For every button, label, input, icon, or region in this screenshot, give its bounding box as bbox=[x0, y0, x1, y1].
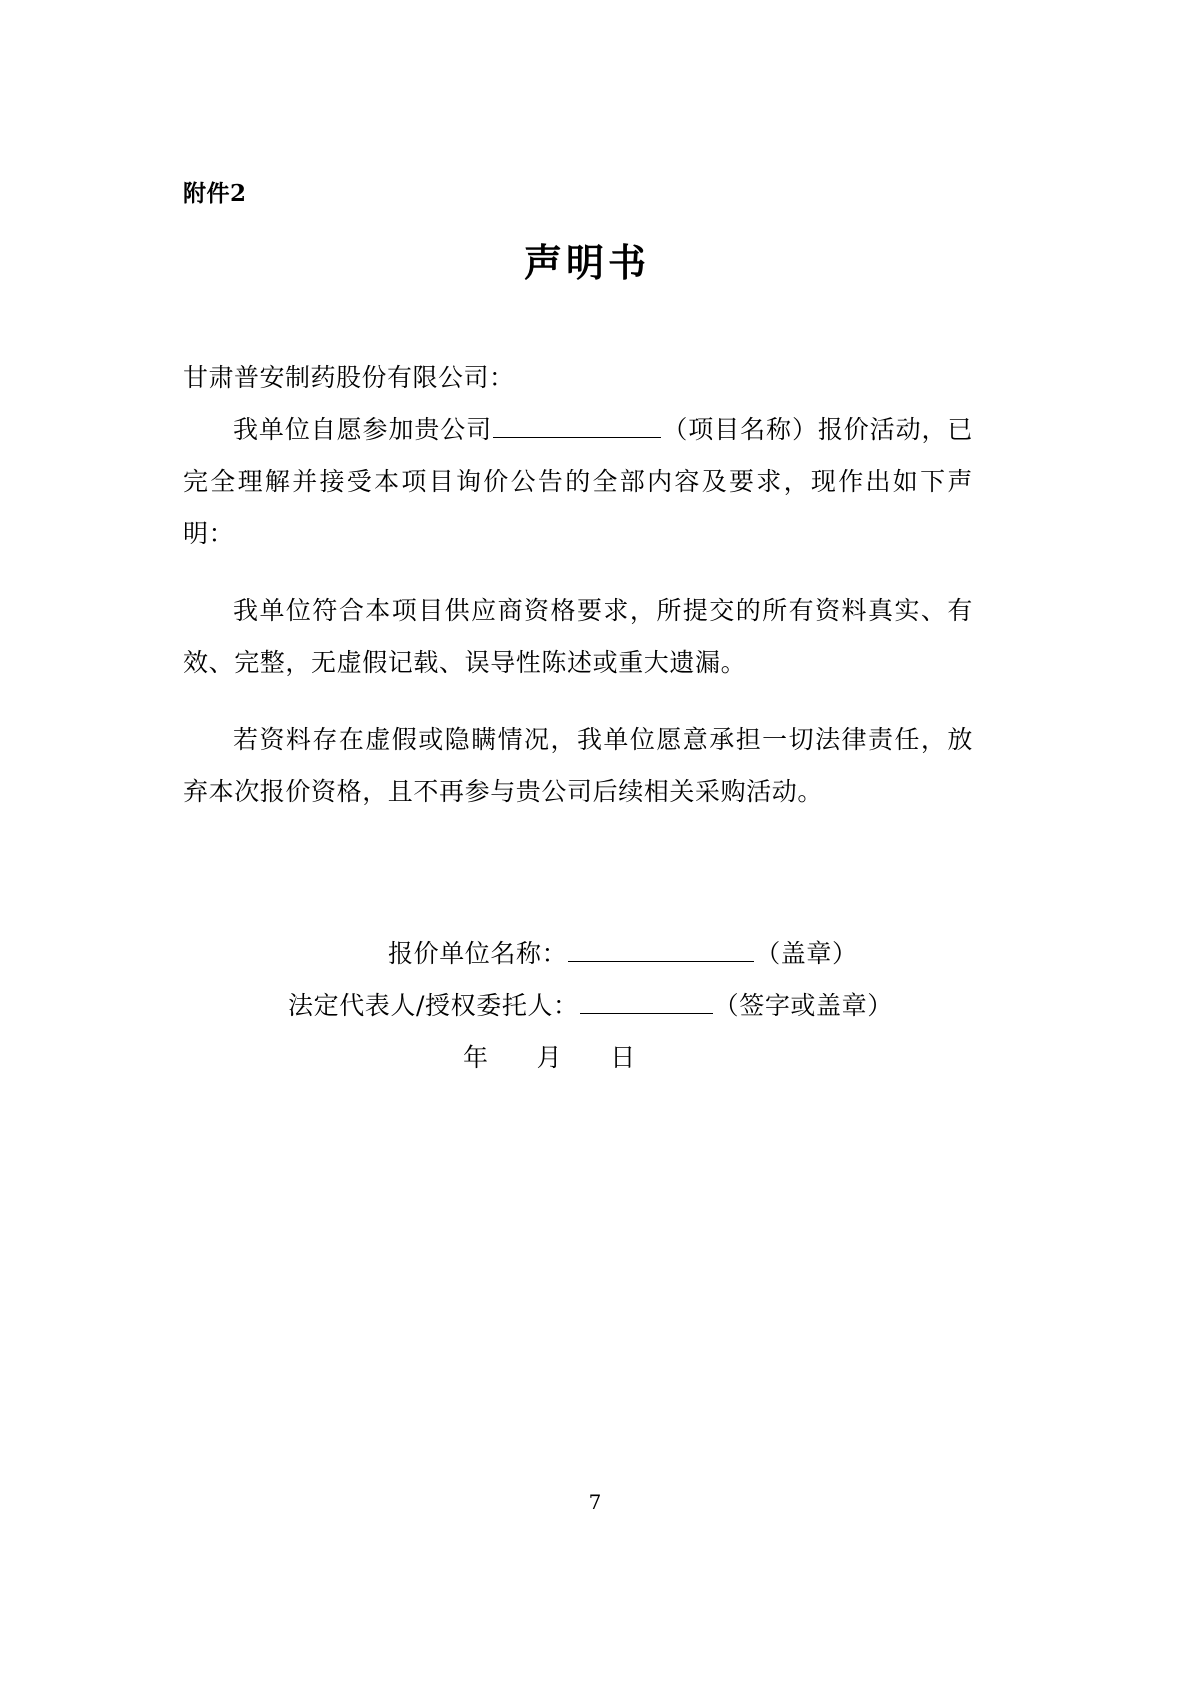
page-title: 声明书 bbox=[523, 239, 650, 285]
paragraph-qualification: 我单位符合本项目供应商资格要求，所提交的所有资料真实、有效、完整，无虚假记载、误导性陈述或重大遗漏。 bbox=[183, 595, 973, 677]
paragraph-declaration-intro bbox=[183, 404, 973, 560]
date-day-label[interactable]: 日 bbox=[610, 1042, 636, 1072]
paragraph-1-text-after-blank: （项目名称）报价活动，已完全理解并接受本项目询价公告的全部内容及要求，现作出如下声明： bbox=[183, 414, 973, 548]
signature-date-row bbox=[183, 1032, 973, 1084]
representative-blank[interactable] bbox=[580, 988, 713, 1014]
unit-name-blank[interactable] bbox=[568, 936, 754, 962]
unit-name-label: 报价单位名称： bbox=[388, 938, 568, 968]
signature-representative-row bbox=[183, 980, 973, 1032]
document-body bbox=[183, 180, 973, 1084]
paragraph-liability: 若资料存在虚假或隐瞒情况，我单位愿意承担一切法律责任，放弃本次报价资格，且不再参与贵公司后续相关采购活动。 bbox=[183, 724, 973, 806]
paragraph-1-text-before-blank: 我单位自愿参加贵公司 bbox=[233, 414, 493, 444]
attachment-label: 附件2 bbox=[183, 180, 247, 207]
representative-sign-note: （签字或盖章） bbox=[713, 990, 893, 1020]
signature-block bbox=[183, 928, 973, 1084]
unit-name-seal-note: （盖章） bbox=[755, 938, 858, 968]
date-month-label[interactable]: 月 bbox=[536, 1042, 563, 1072]
date-year-label[interactable]: 年 bbox=[463, 1042, 489, 1072]
representative-label: 法定代表人/授权委托人： bbox=[288, 990, 579, 1020]
project-name-blank[interactable] bbox=[493, 412, 661, 438]
addressee-line: 甘肃普安制药股份有限公司： bbox=[183, 362, 515, 392]
page-number: 7 bbox=[588, 1490, 602, 1514]
signature-unit-row bbox=[183, 928, 973, 980]
